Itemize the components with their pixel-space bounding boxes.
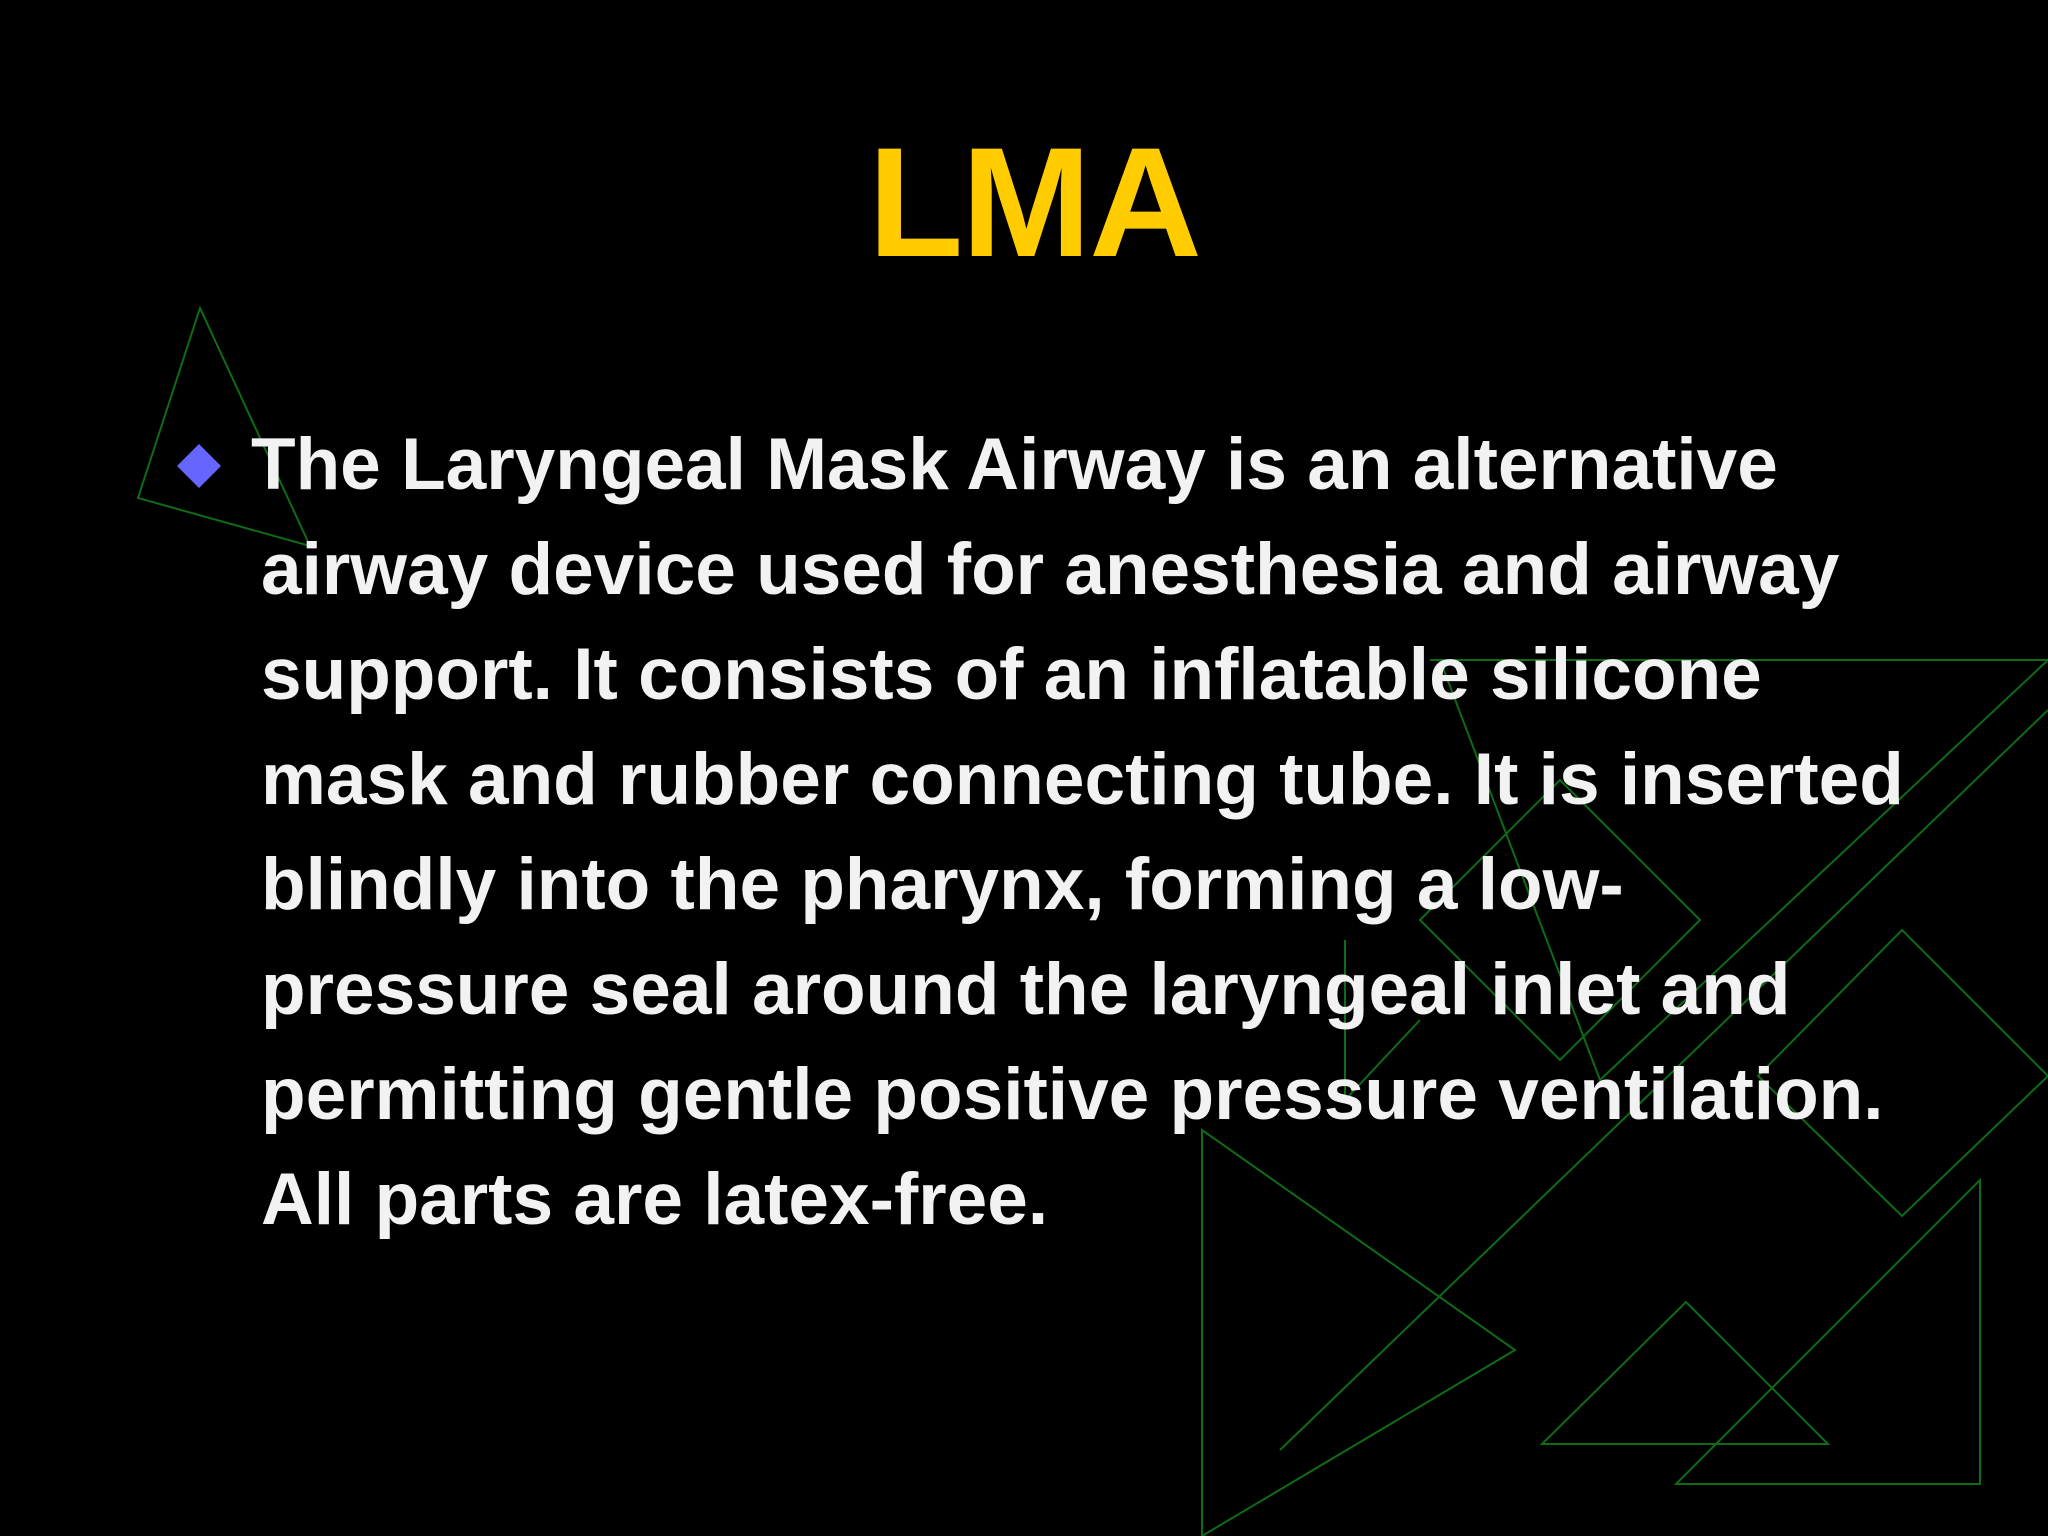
bullet-text: The Laryngeal Mask Airway is an alternative airway device used for anesthesia and airway support. It consists of an inflatable silicone mask and rubber connecting tube. It is inserted blindly into the pharynx, forming a low-pressure seal around the laryngeal inlet and permitting gentle positive pressure ventilation. All parts are latex-free. (251, 424, 1904, 1240)
diamond-bullet-icon (176, 443, 222, 489)
decorative-triangle-small-bottom (1542, 1302, 1828, 1444)
slide-title: LMA (868, 116, 1200, 290)
bullet-item (176, 412, 1904, 1252)
